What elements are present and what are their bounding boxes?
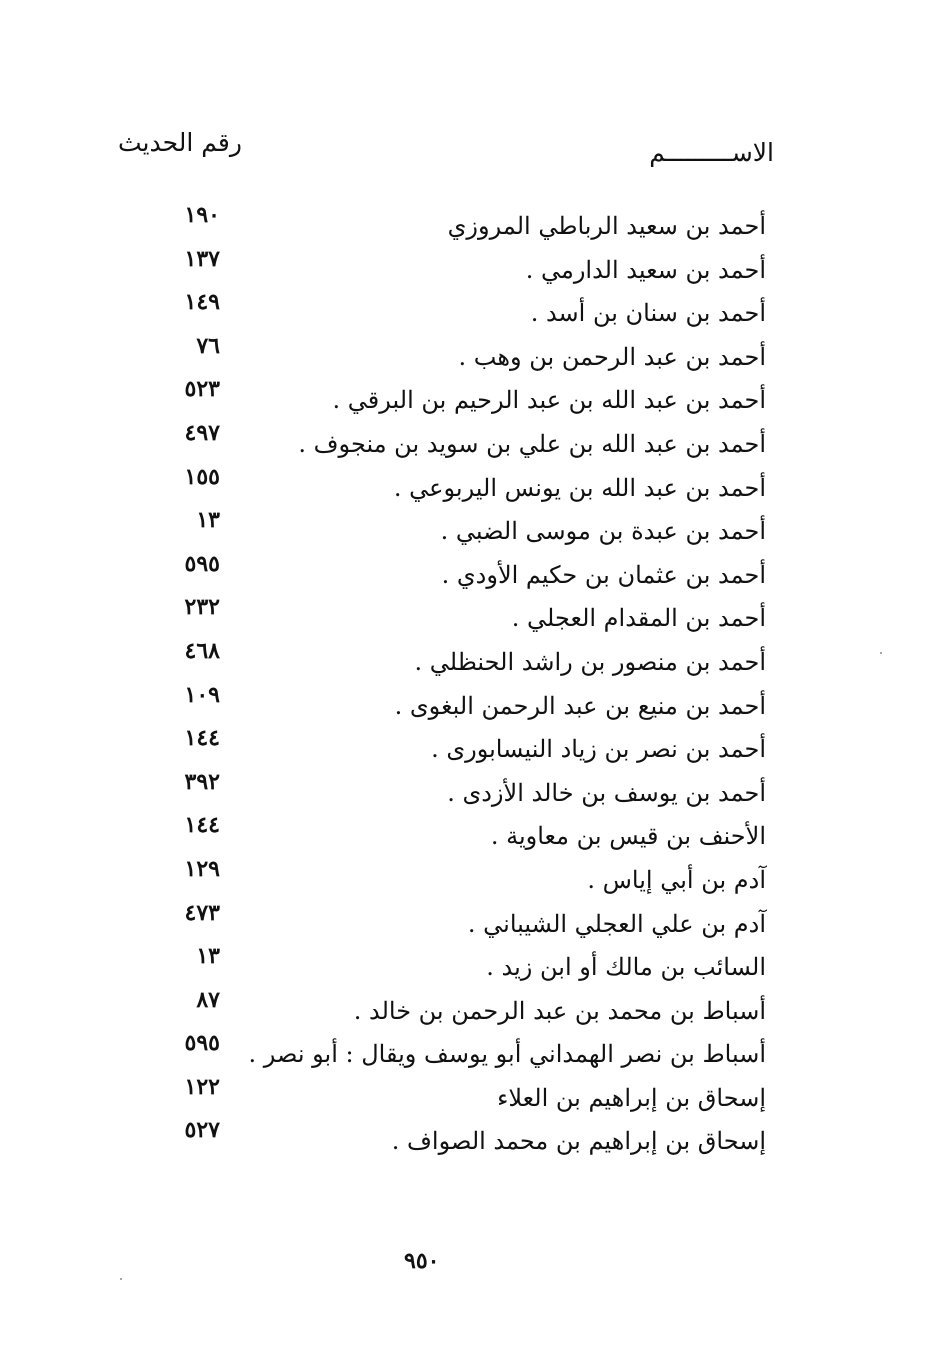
hadith-number: ٧٦ [196, 332, 220, 359]
narrator-index-list [0, 202, 944, 1165]
hadith-number: ٣٩٢ [184, 768, 220, 795]
scan-speck [120, 1278, 122, 1280]
hadith-number: ٥٢٣ [184, 376, 220, 403]
hadith-number: ١٤٩ [184, 289, 220, 316]
list-item [0, 1073, 944, 1122]
list-item [0, 463, 944, 512]
hadith-number: ١٢٩ [184, 855, 220, 882]
narrator-name: أحمد بن يوسف بن خالد الأزدى . [447, 778, 766, 807]
narrator-name: أحمد بن سعيد الدارمي . [525, 255, 766, 284]
list-item [0, 245, 944, 294]
narrator-name: أحمد بن منصور بن راشد الحنظلي . [414, 647, 766, 676]
narrator-name: أحمد بن المقدام العجلي . [511, 604, 766, 633]
narrator-name: السائب بن مالك أو ابن زيد . [486, 953, 766, 982]
hadith-number: ١٣٧ [184, 245, 220, 272]
hadith-number: ١٤٤ [184, 812, 220, 839]
list-item [0, 550, 944, 599]
list-item [0, 332, 944, 381]
hadith-number: ٤٧٣ [184, 899, 220, 926]
narrator-name: أحمد بن نصر بن زياد النيسابورى . [431, 735, 766, 764]
list-item [0, 419, 944, 468]
hadith-number: ٢٣٢ [184, 594, 220, 621]
hadith-number: ١٣ [196, 507, 220, 534]
list-item [0, 1117, 944, 1165]
hadith-number: ٤٩٧ [184, 419, 220, 446]
narrator-name: أحمد بن سنان بن أسد . [530, 299, 766, 328]
page-number: ٩٥٠ [404, 1248, 440, 1274]
hadith-number: ٤٦٨ [184, 637, 220, 664]
hadith-number: ١٥٥ [184, 463, 220, 490]
narrator-name: الأحنف بن قيس بن معاوية . [490, 822, 766, 851]
hadith-number: ١٤٤ [184, 725, 220, 752]
hadith-number-column-header: رقم الحديث [118, 128, 242, 157]
narrator-name: أسباط بن محمد بن عبد الرحمن بن خالد . [353, 996, 766, 1025]
narrator-name: أسباط بن نصر الهمداني أبو يوسف ويقال : أبو نصر . [248, 1040, 766, 1069]
hadith-number: ٥٩٥ [184, 1030, 220, 1057]
hadith-number: ٨٧ [196, 986, 220, 1013]
list-item [0, 1030, 944, 1078]
narrator-name: أحمد بن عبد الله بن يونس اليربوعي . [393, 473, 766, 502]
list-item [0, 507, 944, 555]
narrator-name: أحمد بن عبد الله بن علي بن سويد بن منجوف . [298, 429, 766, 458]
list-item [0, 812, 944, 860]
narrator-name: إسحاق بن إبراهيم بن العلاء [497, 1083, 766, 1112]
hadith-number: ٥٩٥ [184, 550, 220, 577]
list-item [0, 899, 944, 948]
scan-speck [880, 652, 882, 654]
hadith-number: ١٠٩ [184, 681, 220, 708]
list-item [0, 681, 944, 730]
list-item [0, 594, 944, 642]
narrator-name: أحمد بن عثمان بن حكيم الأودي . [441, 560, 766, 589]
list-item [0, 768, 944, 817]
list-item [0, 986, 944, 1035]
name-column-header: الاســـــــــم [649, 138, 774, 167]
list-item [0, 943, 944, 991]
narrator-name: أحمد بن عبدة بن موسى الضبي . [440, 517, 766, 546]
narrator-name: أحمد بن سعيد الرباطي المروزي [447, 212, 766, 240]
narrator-name: إسحاق بن إبراهيم بن محمد الصواف . [391, 1127, 766, 1156]
list-item [0, 376, 944, 424]
list-item [0, 289, 944, 337]
list-item [0, 855, 944, 904]
narrator-name: أحمد بن عبد الله بن عبد الرحيم بن البرقي . [332, 386, 766, 415]
list-item [0, 725, 944, 773]
hadith-number: ١٣ [196, 943, 220, 970]
narrator-name: أحمد بن عبد الرحمن بن وهب . [458, 342, 766, 371]
list-item [0, 202, 944, 250]
narrator-name: آدم بن أبي إياس . [587, 865, 766, 894]
hadith-number: ٥٢٧ [184, 1117, 220, 1144]
list-item [0, 637, 944, 686]
hadith-number: ١٢٢ [184, 1073, 220, 1100]
narrator-name: آدم بن علي العجلي الشيباني . [467, 909, 766, 938]
hadith-number: ١٩٠ [184, 202, 220, 228]
narrator-name: أحمد بن منيع بن عبد الرحمن البغوى . [394, 691, 766, 720]
